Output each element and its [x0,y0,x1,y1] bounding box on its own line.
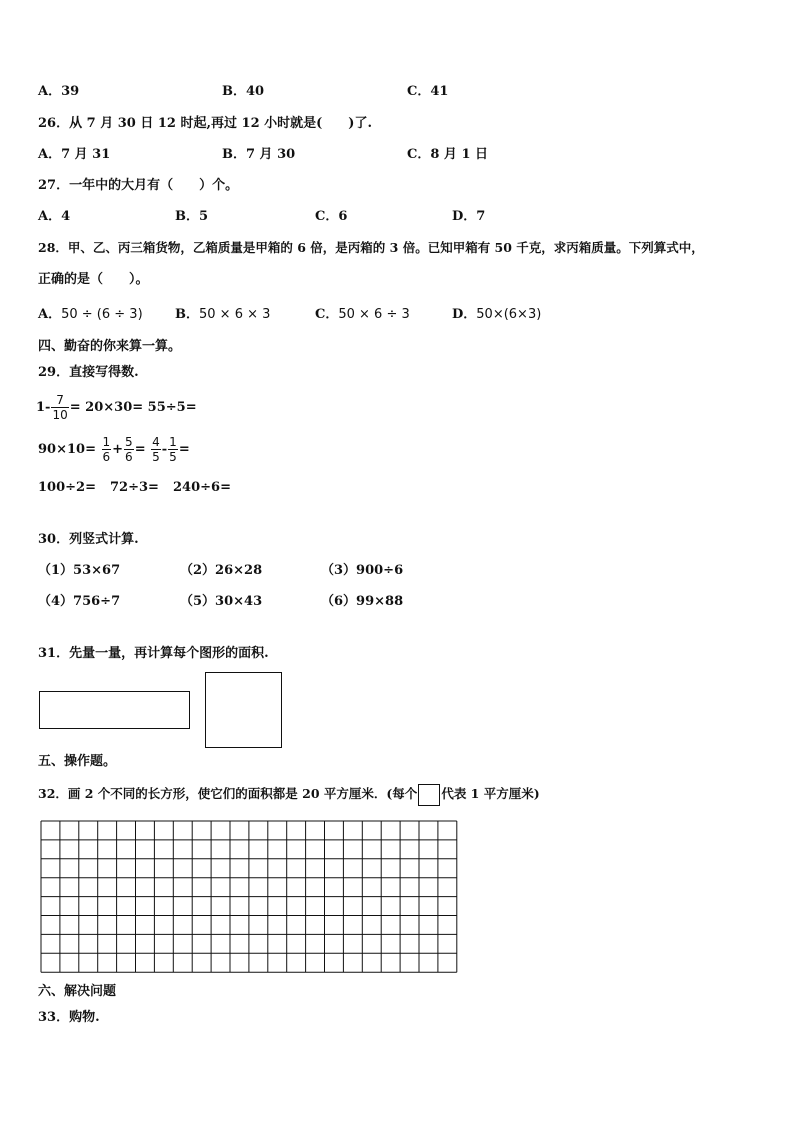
q28-option-d-expr: 50×(6×3) [476,307,542,322]
q28-option-d [452,307,541,323]
q30-title: 30．列竖式计算. [38,532,139,547]
q29-r3-a: 100÷2= [38,480,96,495]
q30-item-1: （1）53×67 [38,563,121,578]
q29-row2 [38,434,190,466]
q28-option-d-letter: D． [452,307,477,322]
q32-text-post: 代表 1 平方厘米) [441,786,540,801]
unit-square-box [418,784,440,806]
q28-option-a-expr: 50 ÷ (6 ÷ 3) [61,307,143,322]
q29-r2-c: $\frac{4}{5}$ - $\frac{1}{5}$ = [152,435,190,464]
q29-r3-b: 72÷3= [110,480,159,495]
q28-question-line2: 正确的是（ ）。 [38,272,149,287]
q32-text-pre: 32．画 2 个不同的长方形，使它们的面积都是 20 平方厘米．(每个 [38,786,418,801]
q32-question [38,781,540,807]
q30-item-3: （3）900÷6 [321,563,404,578]
q30-item-2: （2）26×28 [180,563,263,578]
q32-grid-paper[interactable] [40,820,460,974]
q27-option-c: C．6 [315,209,348,224]
q27-question: 27．一年中的大月有（ ）个。 [38,178,239,193]
q28-option-a-letter: A． [38,307,62,322]
section-5-heading: 五、操作题。 [38,754,117,769]
q29-fraction-7-10: $\frac{7}{10}$ [52,393,68,422]
q27-option-b: B．5 [175,209,209,224]
q28-option-b-letter: B． [175,307,199,322]
q26-option-b: B．7 月 30 [222,147,296,162]
q27-option-a: A．4 [38,209,71,224]
q29-row1: 1- $\frac{7}{10}$ = 20×30= 55÷5= [36,393,197,422]
q27-option-d: D．7 [452,209,486,224]
q28-option-b-expr: 50 × 6 × 3 [199,307,271,322]
q31-rectangle-shape [39,691,190,729]
q30-item-6: （6）99×88 [321,594,404,609]
q30-item-4: （4）756÷7 [38,594,121,609]
section-4-heading: 四、勤奋的你来算一算。 [38,339,182,354]
q28-option-c [315,307,410,323]
q29-r3-c: 240÷6= [173,480,231,495]
q25-option-a: A．39 [38,84,80,99]
q26-question: 26．从 7 月 30 日 12 时起,再过 12 小时就是( )了. [38,116,372,131]
q25-option-c: C．41 [407,84,449,99]
section-6-heading: 六、解决问题 [38,984,117,999]
q30-item-5: （5）30×43 [180,594,263,609]
q29-r1-prefix: 1- [36,400,51,415]
q31-title: 31．先量一量，再计算每个图形的面积. [38,646,269,661]
q28-option-b [175,307,270,323]
q33-title: 33．购物. [38,1010,100,1025]
q28-option-a [38,307,143,323]
q29-title: 29．直接写得数. [38,365,139,380]
q29-r1-rest: 20×30= 55÷5= [80,400,197,415]
q31-square-shape [205,672,282,748]
q29-r2-b: $\frac{1}{6}$ + $\frac{5}{6}$ = [102,435,146,464]
q29-r2-a: 90×10= [38,442,96,457]
q28-option-c-letter: C． [315,307,339,322]
q25-option-b: B．40 [222,84,265,99]
q28-question-line1: 28．甲、乙、丙三箱货物，乙箱质量是甲箱的 6 倍，是丙箱的 3 倍。已知甲箱有 50 千克，求丙箱质量。下列算式中， [38,240,704,255]
q26-option-c: C．8 月 1 日 [407,147,489,162]
q26-option-a: A．7 月 31 [38,147,111,162]
q28-option-c-expr: 50 × 6 ÷ 3 [338,307,410,322]
